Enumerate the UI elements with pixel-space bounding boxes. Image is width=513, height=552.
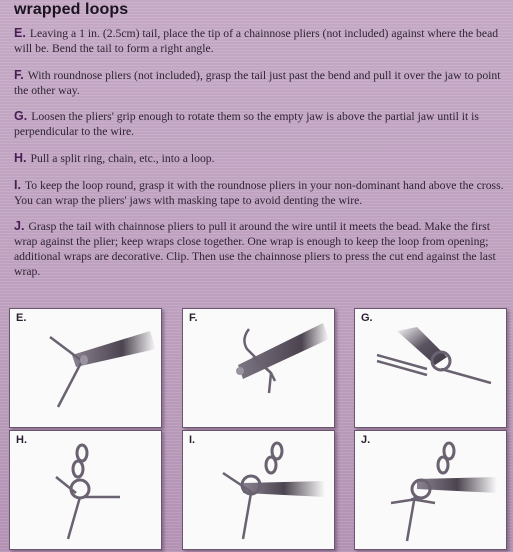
chain-loop-illustration (10, 431, 161, 549)
step-h (14, 151, 506, 166)
step-text: To keep the loop round, grasp it with the roundnose pliers in your non-dominant hand above the cross. You can wrap the pliers' jaws with masking tape to avoid denting the wire. (14, 178, 504, 207)
figure-f (182, 308, 335, 428)
step-g (14, 109, 506, 139)
instructions (14, 26, 506, 288)
step-text: With roundnose pliers (not included), grasp the tail just past the bend and pull it over the jaw to point the other way. (14, 68, 501, 97)
figure-e (9, 308, 162, 428)
figure-label: H. (16, 434, 27, 446)
step-f (14, 68, 506, 98)
figure-h (9, 430, 162, 550)
step-letter: H. (14, 151, 27, 166)
section-title: wrapped loops (14, 1, 129, 18)
step-text: Leaving a 1 in. (2.5cm) tail, place the tip of a chainnose pliers (not included) against where the bead will be. Bend the tail to form a right angle. (14, 27, 499, 55)
figure-j (354, 430, 507, 550)
figure-label: I. (189, 434, 196, 446)
figure-g (354, 308, 507, 428)
step-text: Loosen the pliers' grip enough to rotate them so the empty jaw is above the partial jaw until it is perpendicular to the wire. (14, 110, 479, 139)
figure-label: F. (189, 312, 198, 324)
step-letter: J. (14, 219, 25, 234)
step-letter: G. (14, 109, 28, 124)
figure-label: E. (16, 312, 27, 324)
step-text: Grasp the tail with chainnose pliers to pull it around the wire until it meets the bead. Make the first wrap against the plier; keep wraps close together. One wrap is enough to keep the loop from opening; additional wraps are decorative. Clip. Then use the chainnose pliers to press the cut end against the last wrap. (14, 220, 496, 279)
step-text: Pull a split ring, chain, etc., into a loop. (30, 152, 215, 166)
roundnose-pliers-illustration (183, 309, 334, 427)
wrapping-tail-illustration (355, 431, 506, 549)
step-letter: I. (14, 177, 21, 192)
chainnose-pliers-illustration (10, 309, 161, 427)
step-letter: E. (14, 26, 26, 40)
step-e (14, 26, 506, 56)
figure-label: G. (361, 312, 373, 324)
step-j (14, 219, 506, 279)
rotated-pliers-illustration (355, 309, 506, 427)
step-i (14, 178, 506, 208)
figure-i (182, 430, 335, 550)
step-letter: F. (14, 67, 24, 82)
figure-label: J. (361, 434, 371, 446)
pliers-holding-loop-illustration (183, 431, 334, 549)
